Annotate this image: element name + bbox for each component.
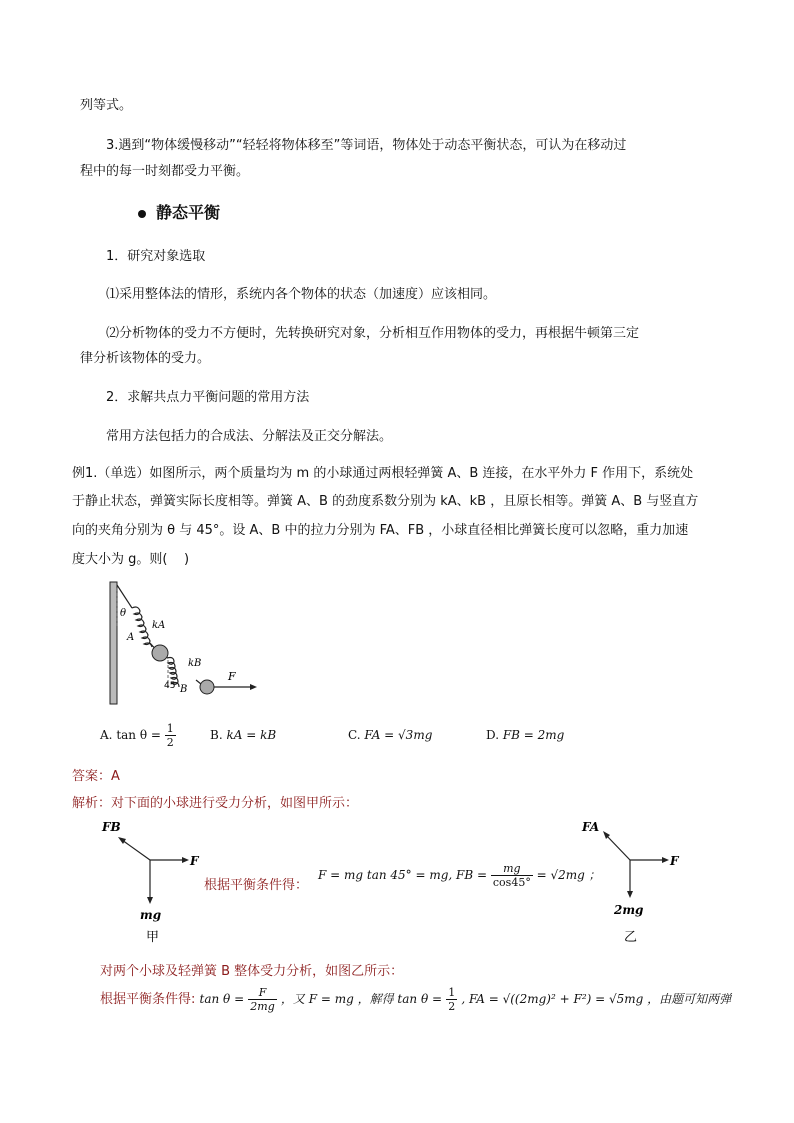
f-label: F [228, 670, 236, 683]
example-line-2: 于静止状态，弹簧实际长度相等。弹簧 A、B 的劲度系数分别为 kA、kB ，且原长相等。弹簧 A、B 与竖直方 [72, 494, 699, 509]
whole-system-text: 对两个小球及轻弹簧 B 整体受力分析，如图乙所示： [100, 964, 404, 979]
condition-label: 根据平衡条件得： [204, 878, 309, 893]
f-label: F [190, 854, 199, 868]
force-diagram-yi [578, 815, 688, 945]
option-a[interactable]: A. tan θ = $\frac{1}{2}$ [100, 722, 174, 749]
item-2: 2．求解共点力平衡问题的常用方法 [106, 390, 310, 405]
option-c[interactable]: C. FA = √3mg [348, 728, 433, 742]
answer-label: 答案：A [72, 769, 120, 784]
section-heading [138, 200, 220, 223]
option-d[interactable]: D. FB = 2mg [486, 728, 565, 742]
spring-system-figure [100, 580, 270, 710]
condition-expression: F = mg tan 45° = mg, FB = $\frac{mg}{\cos 45^\circ}$ = √2mg ； [318, 862, 601, 889]
example-line-1: 例1.（单选）如图所示，两个质量均为 m 的小球通过两根轻弹簧 A、B 连接，在水平外力 F 作用下，系统处 [72, 466, 694, 481]
point-3-line-2: 程中的每一时刻都受力平衡。 [80, 164, 250, 179]
theta-label: θ [120, 608, 127, 619]
item-2-text: 常用方法包括力的合成法、分解法及正交分解法。 [106, 429, 393, 444]
ball-upper [152, 645, 168, 661]
analysis-text: 解析：对下面的小球进行受力分析，如图甲所示： [72, 796, 359, 811]
intro-line: 列等式。 [80, 98, 133, 113]
item-1: 1．研究对象选取 [106, 249, 206, 264]
option-b[interactable]: B. kA = kB [210, 728, 277, 742]
point-3-line-1: 3.遇到“物体缓慢移动”“轻轻将物体移至”等词语，物体处于动态平衡状态，可认为在移动过 [106, 138, 627, 153]
mg-label: 2mg [614, 903, 644, 917]
final-line: 根据平衡条件得: tan θ = $\frac{F}{2mg}$ ，又 F = mg ，解得 tan θ = $\frac{1}{2}$ , FA = √((2mg)² + F²) = √5mg ，由题可知两弹 [100, 986, 732, 1013]
wall [110, 582, 117, 704]
example-line-4: 度大小为 g。则( ) [72, 552, 190, 567]
section-title: 静态平衡 [156, 203, 221, 222]
spring-a [132, 607, 152, 647]
bullet-icon [138, 210, 146, 218]
b-label: B [180, 684, 188, 695]
diagram-caption: 乙 [624, 930, 638, 945]
fb-label: FB [102, 820, 121, 834]
item-1-a: ⑴采用整体法的情形，系统内各个物体的状态（加速度）应该相同。 [106, 287, 497, 302]
f-label: F [670, 854, 679, 868]
mg-label: mg [140, 908, 162, 922]
item-1-b-line-2: 律分析该物体的受力。 [80, 351, 211, 366]
ball-lower [200, 680, 214, 694]
kb-label: kB [188, 658, 202, 669]
item-1-b-line-1: ⑵分析物体的受力不方便时，先转换研究对象，分析相互作用物体的受力，再根据牛顿第三定 [106, 326, 640, 341]
fa-label: FA [582, 820, 600, 834]
a-label: A [127, 632, 135, 643]
angle-label: 45 [164, 681, 176, 691]
ka-label: kA [152, 620, 166, 631]
diagram-caption: 甲 [146, 930, 160, 945]
force-diagram-jia [96, 815, 206, 945]
example-line-3: 向的夹角分别为 θ 与 45°。设 A、B 中的拉力分别为 FA、FB ，小球直径相比弹簧长度可以忽略，重力加速 [72, 523, 689, 538]
